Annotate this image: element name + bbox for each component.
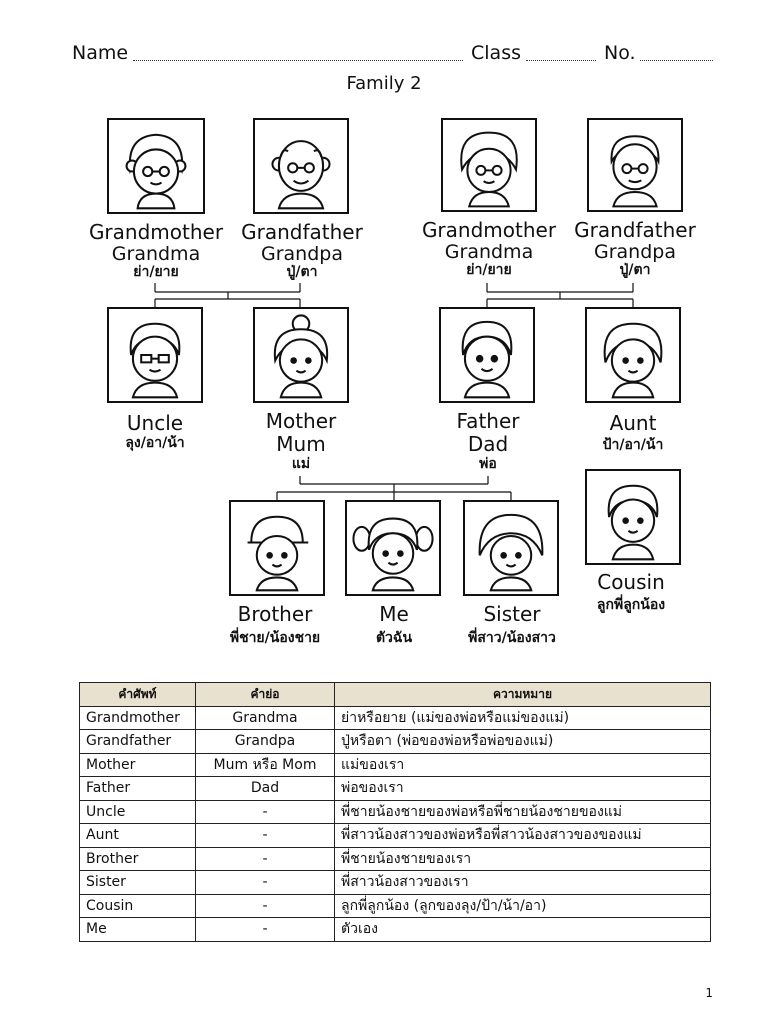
uncle-label: Uncle <box>126 411 184 435</box>
grandfather-left-short: Grandpa <box>261 243 343 265</box>
table-row <box>80 753 711 777</box>
mother-short: Mum <box>276 432 326 456</box>
cell-word: Father <box>80 777 196 801</box>
cell-short-form: Grandma <box>196 706 335 730</box>
class-blank-line[interactable] <box>526 60 596 61</box>
aunt-icon <box>587 309 679 401</box>
cell-short-form: - <box>196 824 335 848</box>
sister-picture <box>463 500 559 596</box>
sister-icon <box>465 502 557 594</box>
grandfather-right-label: Grandfather <box>574 218 696 242</box>
cell-meaning: ลูกพี่ลูกน้อง (ลูกของลุง/ป้า/น้า/อา) <box>335 894 711 918</box>
grandfather-right-picture <box>587 118 683 212</box>
grandfather-left-thai: ปู่/ตา <box>286 264 318 280</box>
cell-word: Aunt <box>80 824 196 848</box>
grandmother-left-short: Grandma <box>111 243 201 265</box>
father-short: Dad <box>467 432 509 456</box>
cell-meaning: ตัวเอง <box>335 918 711 942</box>
cell-meaning: พี่สาวน้องสาวของเรา <box>335 871 711 895</box>
table-header-row <box>80 683 711 707</box>
cell-word: Grandmother <box>80 706 196 730</box>
cousin-picture <box>585 469 681 565</box>
father-icon <box>441 309 533 401</box>
me-icon <box>347 502 439 594</box>
table-row <box>80 894 711 918</box>
uncle-picture <box>107 307 203 403</box>
table-row <box>80 800 711 824</box>
father-picture <box>439 307 535 403</box>
cell-short-form: Grandpa <box>196 730 335 754</box>
column-header-short-form: คำย่อ <box>196 683 335 707</box>
name-label: Name <box>72 42 129 64</box>
aunt-picture <box>585 307 681 403</box>
table-row <box>80 847 711 871</box>
mother-picture <box>253 307 349 403</box>
table-row <box>80 706 711 730</box>
mother-thai: แม่ <box>291 456 311 472</box>
grandfather-right-thai: ปู่/ตา <box>619 262 651 278</box>
cell-meaning: แม่ของเรา <box>335 753 711 777</box>
grandmother-icon <box>109 120 203 212</box>
cell-short-form: - <box>196 847 335 871</box>
table-row <box>80 918 711 942</box>
aunt-label: Aunt <box>609 411 657 435</box>
cell-meaning: พี่สาวน้องสาวของพ่อหรือพี่สาวน้องสาวของของแม่ <box>335 824 711 848</box>
grandmother-left-label: Grandmother <box>88 220 224 244</box>
cell-word: Grandfather <box>80 730 196 754</box>
cell-meaning: ปู่หรือตา (พ่อของพ่อหรือพ่อของแม่) <box>335 730 711 754</box>
father-label: Father <box>456 409 520 433</box>
grandfather-icon <box>589 120 681 210</box>
grandfather-left-label: Grandfather <box>241 220 363 244</box>
grandmother-right-short: Grandma <box>444 241 534 263</box>
cell-word: Cousin <box>80 894 196 918</box>
cell-word: Sister <box>80 871 196 895</box>
cell-word: Uncle <box>80 800 196 824</box>
page-number: 1 <box>705 986 713 1000</box>
grandfather-right-short: Grandpa <box>594 241 676 263</box>
cell-word: Brother <box>80 847 196 871</box>
cousin-icon <box>587 471 679 563</box>
grandmother-icon <box>443 120 535 210</box>
grandfather-icon <box>255 120 347 212</box>
grandmother-right-thai: ย่า/ยาย <box>466 262 512 278</box>
me-picture <box>345 500 441 596</box>
uncle-icon <box>109 309 201 401</box>
brother-picture <box>229 500 325 596</box>
aunt-thai: ป้า/อา/น้า <box>602 437 664 453</box>
worksheet-header <box>0 42 768 72</box>
grandmother-right-label: Grandmother <box>421 218 557 242</box>
sister-thai: พี่สาว/น้องสาว <box>468 630 556 646</box>
table-row <box>80 730 711 754</box>
cell-short-form: Dad <box>196 777 335 801</box>
mother-icon <box>255 309 347 401</box>
column-header-meaning: ความหมาย <box>335 683 711 707</box>
cell-meaning: พ่อของเรา <box>335 777 711 801</box>
cell-short-form: - <box>196 918 335 942</box>
brother-label: Brother <box>237 602 313 626</box>
grandfather-left-picture <box>253 118 349 214</box>
table-row <box>80 824 711 848</box>
number-label: No. <box>604 42 636 64</box>
cousin-label: Cousin <box>597 570 665 594</box>
sister-label: Sister <box>483 602 541 626</box>
brother-icon <box>231 502 323 594</box>
grandmother-left-thai: ย่า/ยาย <box>133 264 179 280</box>
cell-short-form: - <box>196 871 335 895</box>
table-row <box>80 777 711 801</box>
mother-label: Mother <box>265 409 337 433</box>
uncle-thai: ลุง/อา/น้า <box>125 435 185 451</box>
brother-thai: พี่ชาย/น้องชาย <box>229 630 321 646</box>
class-label: Class <box>471 42 521 64</box>
cell-meaning: พี่ชายน้องชายของเรา <box>335 847 711 871</box>
vocabulary-table <box>79 682 711 942</box>
worksheet-title: Family 2 <box>346 73 422 94</box>
me-thai: ตัวฉัน <box>375 630 413 646</box>
me-label: Me <box>379 602 409 626</box>
grandmother-left-picture <box>107 118 205 214</box>
cell-meaning: ย่าหรือยาย (แม่ของพ่อหรือแม่ของแม่) <box>335 706 711 730</box>
column-header-word: คำศัพท์ <box>80 683 196 707</box>
cousin-thai: ลูกพี่ลูกน้อง <box>596 597 666 613</box>
name-blank-line[interactable] <box>133 60 463 61</box>
number-blank-line[interactable] <box>640 60 713 61</box>
table-row <box>80 871 711 895</box>
cell-word: Mother <box>80 753 196 777</box>
cell-short-form: - <box>196 894 335 918</box>
cell-short-form: - <box>196 800 335 824</box>
cell-short-form: Mum หรือ Mom <box>196 753 335 777</box>
father-thai: พ่อ <box>479 456 497 472</box>
grandmother-right-picture <box>441 118 537 212</box>
cell-word: Me <box>80 918 196 942</box>
cell-meaning: พี่ชายน้องชายของพ่อหรือพี่ชายน้องชายของแม่ <box>335 800 711 824</box>
